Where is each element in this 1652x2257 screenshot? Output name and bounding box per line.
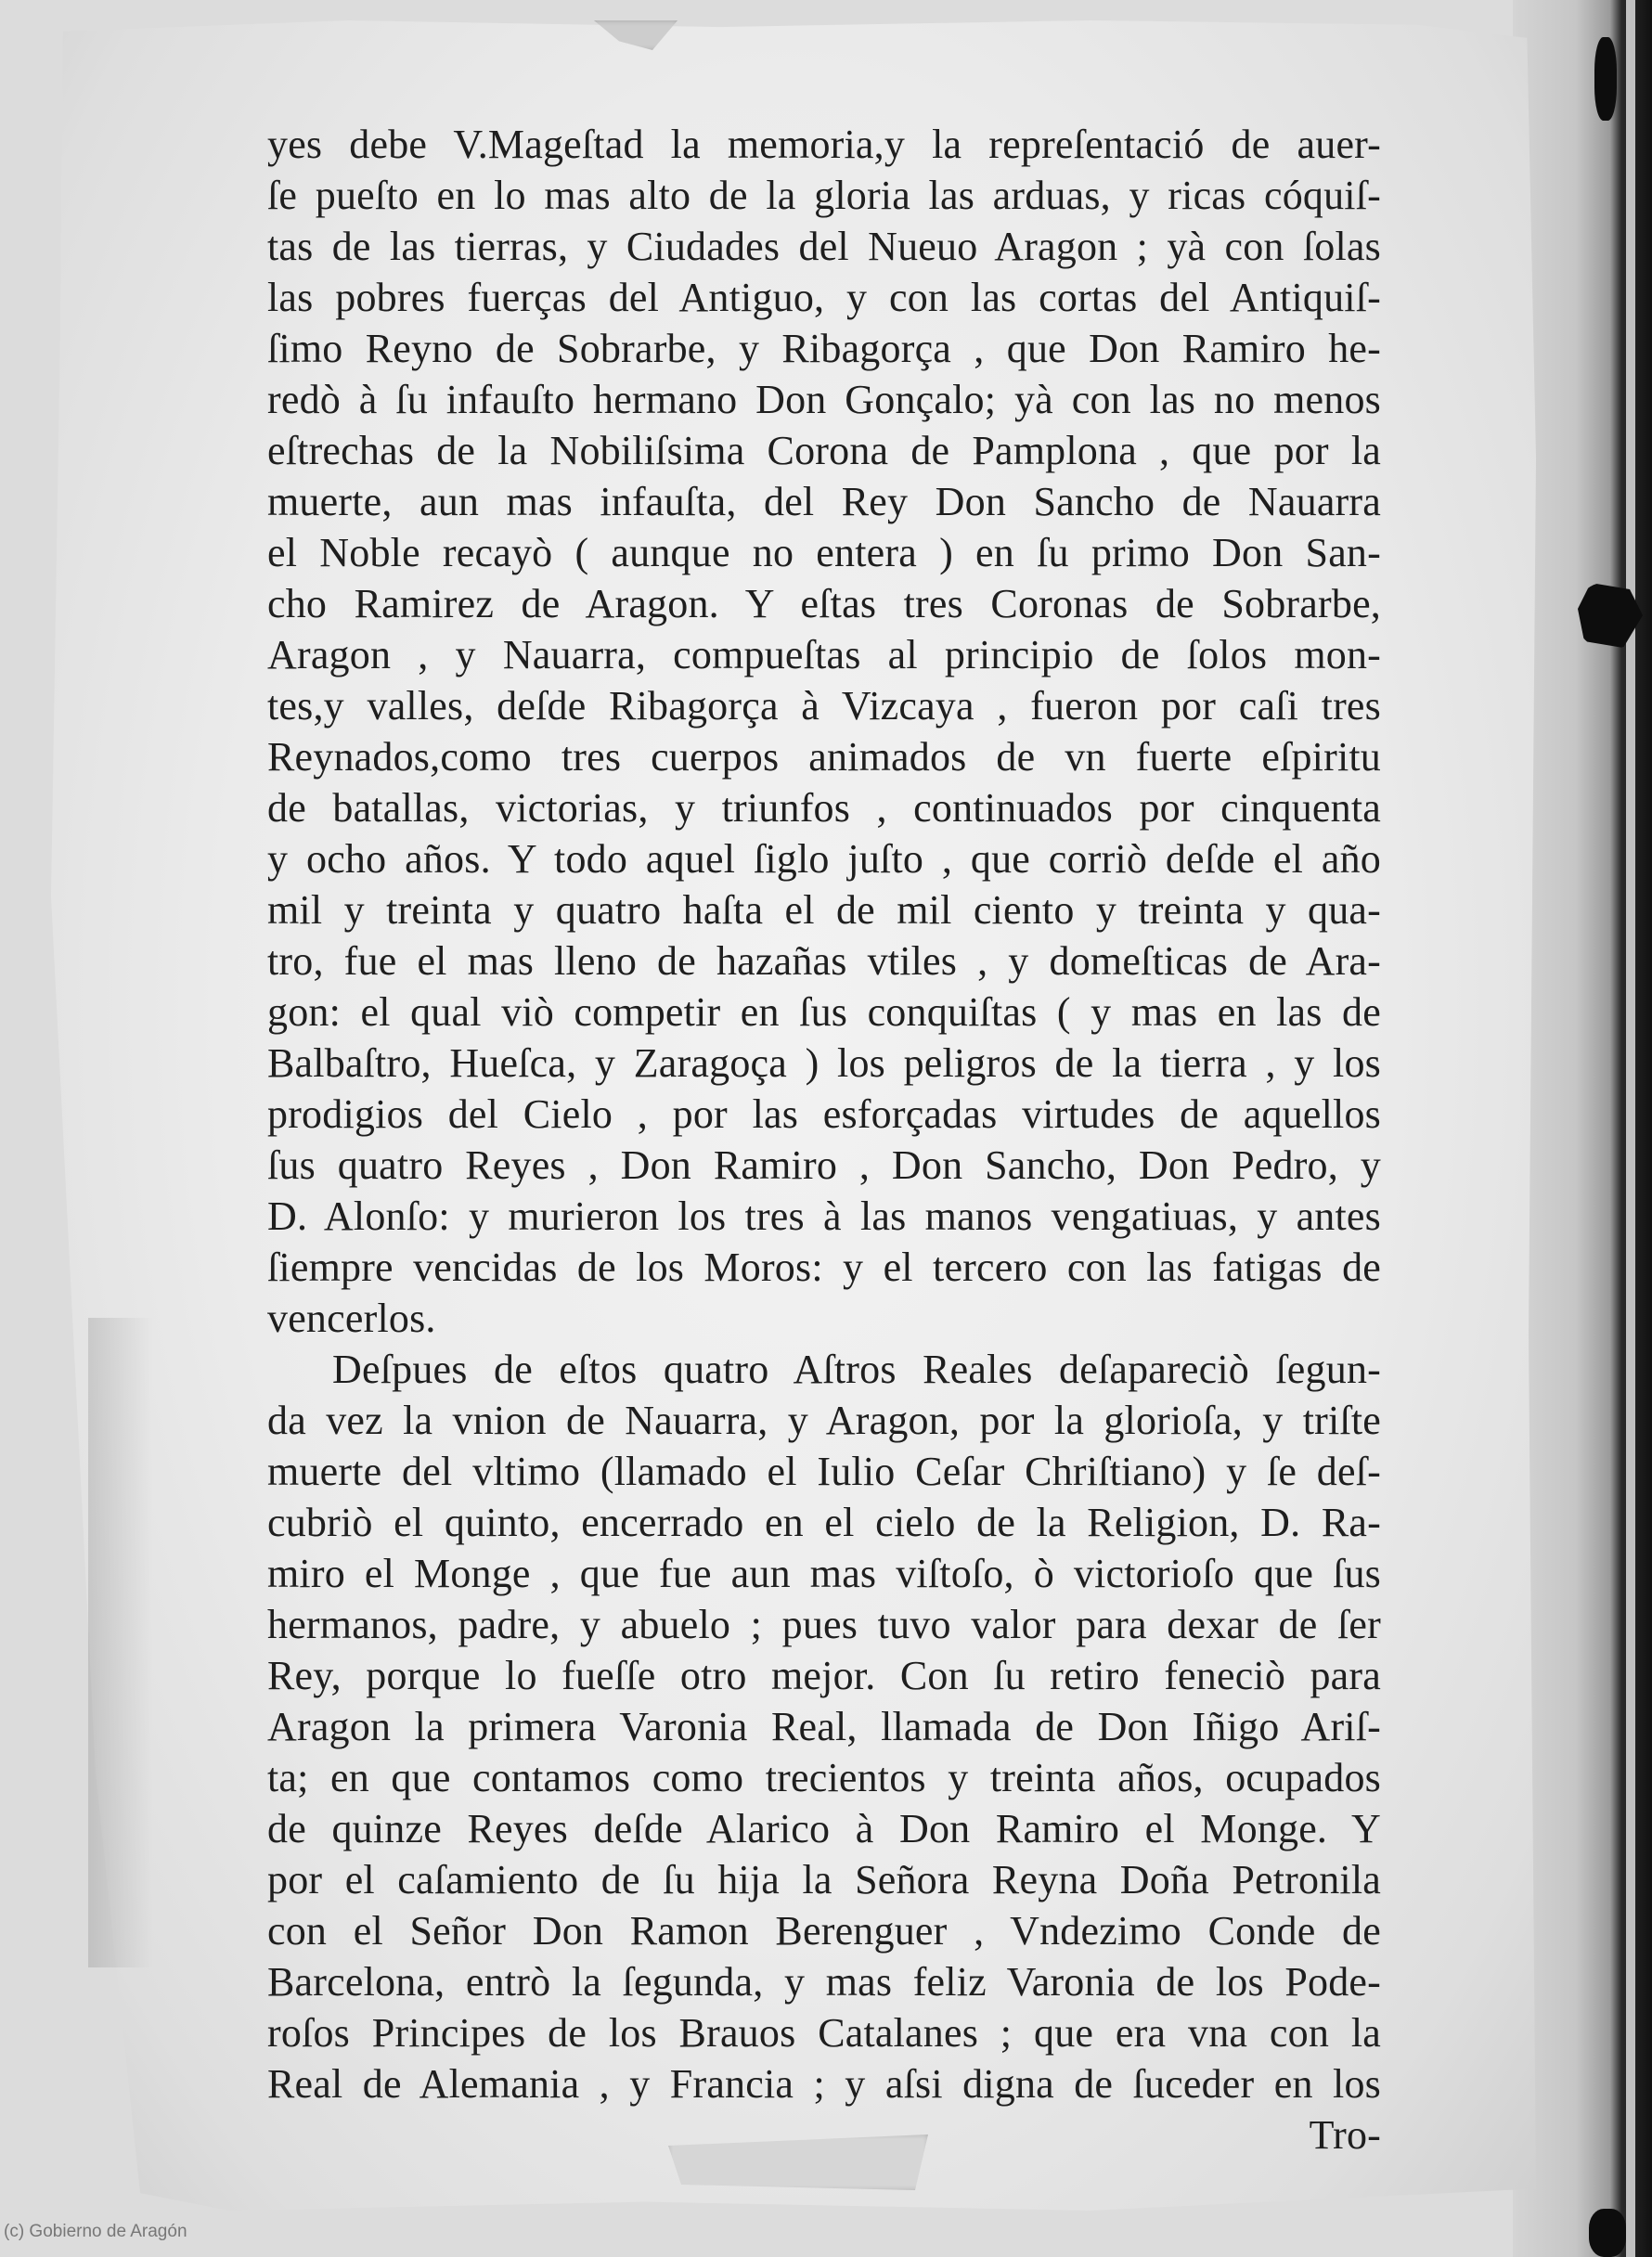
text-line: muerte, aun mas infauſta, del Rey Don Sancho de Nauarra	[267, 479, 1381, 524]
paragraph-end-line: vencerlos.	[267, 1296, 436, 1341]
text-line: y ocho años. Y todo aquel ſiglo juſto , que corriò deſde el año	[267, 836, 1381, 882]
text-line: cubriò el quinto, encerrado en el cielo de la Religion, D. Ra-	[267, 1500, 1381, 1545]
text-line: muerte del vltimo (llamado el Iulio Ceſar Chriſtiano) y ſe deſ-	[267, 1449, 1381, 1494]
text-line: con el Señor Don Ramon Berenguer , Vndezimo Conde de	[267, 1908, 1381, 1954]
text-line: tes,y valles, deſde Ribagorça à Vizcaya , fueron por caſi tres	[267, 683, 1381, 729]
text-line: Barcelona, entrò la ſegunda, y mas feliz Varonia de los Pode-	[267, 1959, 1381, 2005]
text-line: redò à ſu infauſto hermano Don Gonçalo; yà con las no menos	[267, 377, 1381, 422]
text-line: eſtrechas de la Nobiliſsima Corona de Pamplona , que por la	[267, 428, 1381, 473]
text-line: D. Alonſo: y murieron los tres à las manos vengatiuas, y antes	[267, 1193, 1381, 1239]
text-line: Aragon la primera Varonia Real, llamada de Don Iñigo Ariſ-	[267, 1704, 1381, 1749]
text-line: mil y treinta y quatro haſta el de mil ciento y treinta y qua-	[267, 887, 1381, 933]
text-line: gon: el qual viò competir en ſus conquiſtas ( y mas en las de	[267, 989, 1381, 1035]
binding-damage	[1589, 2209, 1626, 2257]
text-line: ſimo Reyno de Sobrarbe, y Ribagorça , que Don Ramiro he-	[267, 326, 1381, 371]
text-line: miro el Monge , que fue aun mas viſtoſo, ò victorioſo que ſus	[267, 1551, 1381, 1596]
text-line: de quinze Reyes deſde Alarico à Don Ramiro el Monge. Y	[267, 1806, 1381, 1851]
text-line: ta; en que contamos como trecientos y treinta años, ocupados	[267, 1755, 1381, 1800]
text-line: hermanos, padre, y abuelo ; pues tuvo valor para dexar de ſer	[267, 1602, 1381, 1647]
text-line: Balbaſtro, Hueſca, y Zaragoça ) los peligros de la tierra , y los	[267, 1040, 1381, 1086]
text-line: tas de las tierras, y Ciudades del Nueuo Aragon ; yà con ſolas	[267, 224, 1381, 269]
binding-edge	[1626, 0, 1635, 2257]
text-line: ſiempre vencidas de los Moros: y el tercero con las fatigas de	[267, 1245, 1381, 1290]
text-line: ſus quatro Reyes , Don Ramiro , Don Sancho, Don Pedro, y	[267, 1142, 1381, 1188]
text-line: yes debe V.Mageſtad la memoria,y la repreſentació de auer-	[267, 122, 1381, 167]
catchword: Tro-	[1309, 2112, 1381, 2158]
text-line: Aragon , y Nauarra, compueſtas al principio de ſolos mon-	[267, 632, 1381, 677]
text-line: da vez la vnion de Nauarra, y Aragon, por la glorioſa, y triſte	[267, 1398, 1381, 1443]
text-line: de batallas, victorias, y triunfos , continuados por cinquenta	[267, 785, 1381, 831]
copyright-watermark: (c) Gobierno de Aragón	[4, 2222, 187, 2241]
binding-damage	[1594, 37, 1617, 121]
text-line: cho Ramirez de Aragon. Y eſtas tres Coronas de Sobrarbe,	[267, 581, 1381, 626]
text-line: roſos Principes de los Brauos Catalanes ; que era vna con la	[267, 2010, 1381, 2056]
text-line: Reynados,como tres cuerpos animados de vn fuerte eſpiritu	[267, 734, 1381, 780]
text-line: las pobres fuerças del Antiguo, y con las cortas del Antiquiſ-	[267, 275, 1381, 320]
text-line: el Noble recayò ( aunque no entera ) en ſu primo Don San-	[267, 530, 1381, 575]
text-line: ſe pueſto en lo mas alto de la gloria las arduas, y ricas cóquiſ-	[267, 173, 1381, 218]
text-line: tro, fue el mas lleno de hazañas vtiles , y domeſticas de Ara-	[267, 938, 1381, 984]
text-line: Rey, porque lo fueſſe otro mejor. Con ſu retiro feneciò para	[267, 1653, 1381, 1698]
body-text	[267, 119, 1381, 2160]
paper-curl-shadow	[88, 1318, 153, 1967]
text-line: prodigios del Cielo , por las esforçadas virtudes de aquellos	[267, 1091, 1381, 1137]
text-line: por el caſamiento de ſu hija la Señora Reyna Doña Petronila	[267, 1857, 1381, 1902]
paragraph-start-line: Deſpues de eſtos quatro Aſtros Reales deſapareciò ſegun-	[332, 1347, 1381, 1392]
text-line: Real de Alemania , y Francia ; y aſsi digna de ſuceder en los	[267, 2061, 1381, 2107]
